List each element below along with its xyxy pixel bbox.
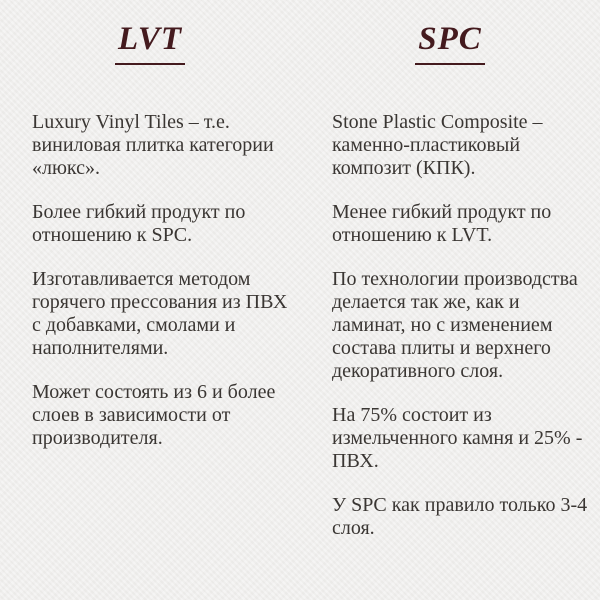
lvt-paragraph-layers: Может состоять из 6 и более слоев в зависимости от производителя. [32,381,276,449]
spc-paragraph-manufacturing: По технологии производства делается так же, как и ламинат, но с изменением состава плиты и верхнего декоративного слоя. [332,268,578,382]
spc-heading-wrap [300,22,600,66]
lvt-paragraph-flexibility: Более гибкий продукт по отношению к SPC. [32,201,246,246]
spc-paragraph-flexibility: Менее гибкий продукт по отношению к LVT. [332,201,552,246]
spc-column [300,0,600,600]
spc-paragraph-layers: У SPC как правило только 3-4 слоя. [332,494,588,539]
lvt-heading: LVT [115,22,185,65]
spc-paragraph-composition: На 75% состоит из измельченного камня и 25% - ПВХ. [332,404,583,472]
spc-heading: SPC [415,22,485,65]
lvt-heading-wrap [0,22,300,66]
lvt-body [0,111,300,450]
lvt-paragraph-definition: Luxury Vinyl Tiles – т.е. виниловая плитка категории «люкс». [32,111,274,179]
spc-body [300,111,600,540]
spc-paragraph-definition: Stone Plastic Composite – каменно-пластиковый композит (КПК). [332,111,543,179]
lvt-paragraph-manufacturing: Изготавливается методом горячего прессования из ПВХ с добавками, смолами и наполнителями. [32,268,288,359]
